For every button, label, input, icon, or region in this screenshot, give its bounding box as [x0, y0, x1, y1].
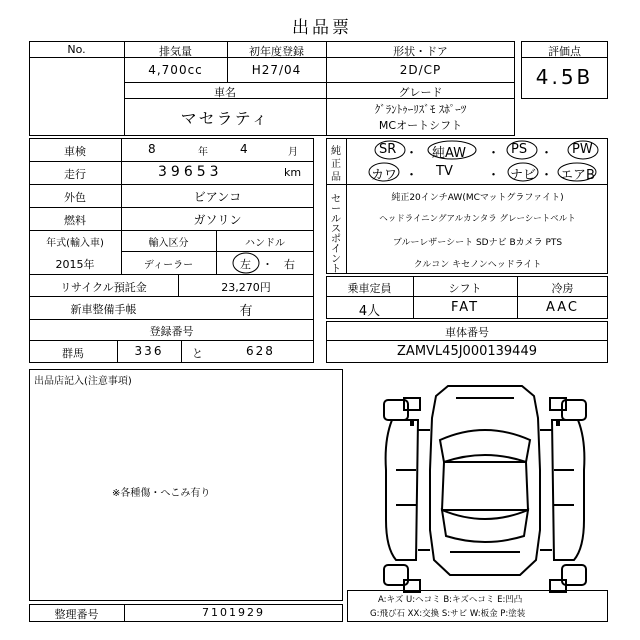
mileage-value: 39653 [158, 164, 223, 180]
first-registration-label: 初年度登録 [249, 45, 304, 58]
plate-class: 336 [134, 344, 164, 358]
handle-left: 左 [240, 258, 251, 271]
displacement-label: 排気量 [159, 45, 192, 58]
grade-line-1: ｸﾞﾗﾝﾄｩｰﾘｽﾞﾓ ｽﾎﾟｰﾂ [374, 103, 467, 116]
genuine-label-1: 純 [331, 146, 341, 157]
score-label: 評価点 [548, 45, 581, 58]
sales-point-line-4: クルコン キセノンヘッドライト [413, 260, 542, 270]
sales-point-label-7: ン [331, 254, 341, 265]
equipment-dot: ・ [405, 168, 419, 183]
plate-label: 登録番号 [149, 325, 194, 338]
handle-label: ハンドル [245, 238, 285, 249]
vin-value: ZAMVL45J000139449 [397, 344, 537, 359]
ac-label: 冷房 [551, 282, 574, 295]
no-label: No. [67, 43, 86, 56]
car-roof [442, 462, 528, 510]
ac-value: AAC [546, 300, 579, 315]
equipment-dot: ・ [487, 146, 501, 161]
sales-point-line-1: 純正20インチAW(MCマットグラファイト) [391, 193, 564, 203]
equipment-pw: PW [572, 142, 593, 157]
control-number-value: 7101929 [202, 606, 265, 619]
equipment-airbag: エアB [560, 168, 595, 183]
sales-point-label-6: イ [331, 244, 341, 255]
handle-right: 右 [284, 258, 295, 271]
first-registration-value: H27/04 [251, 63, 302, 77]
recycle-fee-value: 23,270円 [221, 281, 271, 294]
month-unit: 月 [288, 147, 298, 158]
sales-point-label-2: ー [331, 204, 341, 215]
car-right-side-outline [552, 420, 584, 560]
sales-point-label-5: ポ [331, 234, 341, 245]
fuel-label: 燃料 [64, 214, 86, 227]
grade-line-2: MCオートシフト [378, 119, 463, 132]
shift-value: FAT [450, 300, 480, 315]
car-rear-window [442, 510, 528, 542]
plate-region: 群馬 [62, 347, 84, 360]
sales-point-label-4: ス [331, 224, 341, 235]
model-year-value: 2015年 [55, 258, 95, 271]
fuel-value: ガソリン [193, 213, 242, 227]
exterior-color-value: ビアンコ [193, 190, 242, 204]
year-unit: 年 [198, 147, 208, 158]
sales-point-line-2: ヘッドライニングアルカンタラ グレーシートベルト [379, 214, 576, 224]
notes-text: ※各種傷・へこみ有り [112, 488, 211, 499]
recycle-fee-label: リサイクル預託金 [60, 281, 147, 294]
equipment-genuine-aw: 純AW [432, 146, 467, 161]
mileage-label: 走行 [64, 168, 86, 181]
equipment-dot: ・ [540, 168, 554, 183]
equipment-dot: ・ [405, 146, 419, 161]
maintenance-record-value: 有 [239, 304, 253, 319]
inspection-label: 車検 [64, 145, 86, 158]
sales-point-label-8: ト [331, 264, 341, 275]
sales-point-label-3: ル [331, 214, 341, 225]
vin-label: 車体番号 [445, 326, 489, 339]
damage-legend-line-2: G:飛び石 XX:交換 S:サビ W:板金 P:塗装 [370, 609, 526, 619]
equipment-ps: PS [511, 142, 528, 157]
car-name-value: マセラティ [180, 109, 270, 128]
score-value: 4.5B [535, 65, 594, 89]
import-value: ディーラー [143, 260, 194, 271]
equipment-sr: SR [379, 142, 397, 157]
plate-number: 628 [246, 344, 275, 358]
car-windshield [440, 430, 530, 462]
sales-point-line-3: ブルーレザーシート SDナビ Bカメラ PTS [392, 238, 563, 248]
exterior-color-label: 外色 [64, 191, 86, 204]
car-body-top-outline [430, 386, 540, 575]
equipment-tv: TV [436, 164, 453, 179]
equipment-navi: ナビ [510, 168, 537, 183]
genuine-label-3: 品 [331, 172, 341, 183]
capacity-value: 4人 [358, 304, 381, 319]
model-year-label: 年式(輸入車) [46, 238, 104, 249]
equipment-dot: ・ [487, 168, 501, 183]
car-name-label: 車名 [214, 86, 236, 99]
control-number-label: 整理番号 [54, 608, 99, 621]
grade-label: グレード [398, 86, 443, 99]
import-label: 輸入区分 [148, 238, 189, 249]
sales-point-label-1: セ [331, 194, 341, 205]
shift-label: シフト [448, 282, 482, 295]
inspection-year: 8 [148, 142, 156, 156]
sheet-title: 出品票 [292, 18, 352, 38]
rear-left-wheel [384, 565, 408, 585]
handle-separator: ・ [262, 258, 273, 271]
inspection-month: 4 [240, 142, 248, 156]
car-left-side-outline [386, 420, 418, 560]
front-left-wheel [384, 400, 408, 420]
front-right-wheel [562, 400, 586, 420]
equipment-table [326, 138, 608, 274]
body-shape-label: 形状・ドア [393, 45, 448, 58]
capacity-label: 乗車定員 [347, 282, 392, 295]
rear-right-wheel [562, 565, 586, 585]
equipment-leather: カワ [371, 168, 398, 183]
equipment-dot: ・ [540, 146, 554, 161]
genuine-label-2: 正 [331, 159, 341, 170]
notes-header: 出品店記入(注意事項) [34, 376, 132, 387]
damage-legend-line-1: A:キズ U:ヘコミ B:キズヘコミ E:凹凸 [378, 595, 523, 605]
maintenance-record-label: 新車整備手帳 [70, 303, 137, 316]
body-shape-value: 2D/CP [399, 63, 442, 77]
plate-kana: と [192, 347, 203, 360]
displacement-value: 4,700cc [148, 63, 203, 77]
mileage-unit: km [284, 166, 302, 179]
